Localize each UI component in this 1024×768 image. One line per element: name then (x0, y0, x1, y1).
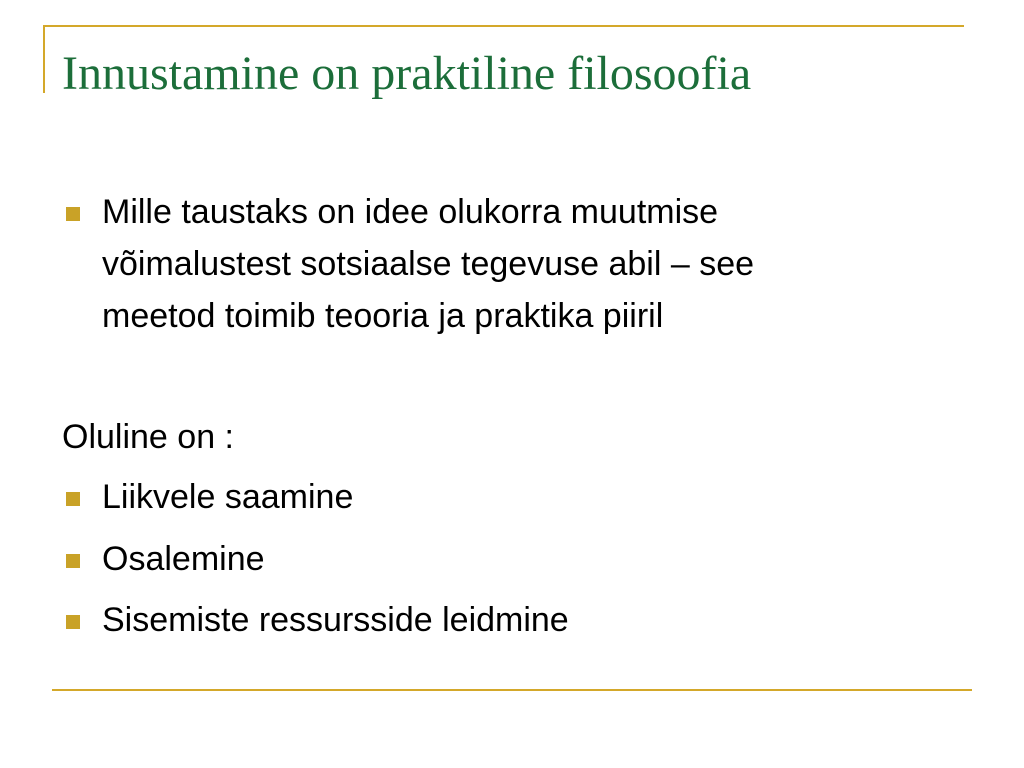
square-bullet-icon (66, 492, 80, 506)
bullet-text-line: Mille taustaks on idee olukorra muutmise (102, 193, 719, 231)
bullet-text-line: võimalustest sotsiaalse tegevuse abil – see (102, 245, 755, 283)
square-bullet-icon (66, 554, 80, 568)
bullet-text: Liikvele saamine (102, 478, 354, 516)
bullet-text: Sisemiste ressursside leidmine (102, 601, 569, 639)
frame-left-rule (43, 25, 45, 93)
bullet-item (62, 471, 962, 523)
slide-title: Innustamine on praktiline filosoofia (62, 47, 752, 100)
frame-bottom-rule (52, 689, 972, 691)
bullet-text (102, 186, 962, 342)
bullet-item (62, 594, 962, 646)
square-bullet-icon (66, 207, 80, 221)
subheading: Oluline on : (62, 418, 234, 456)
square-bullet-icon (66, 615, 80, 629)
bullet-item (62, 533, 962, 585)
bullet-text-line: meetod toimib teooria ja praktika piiril (102, 297, 664, 335)
bullet-text: Osalemine (102, 540, 265, 578)
frame-top-rule (43, 25, 964, 27)
bullet-item (62, 186, 962, 346)
